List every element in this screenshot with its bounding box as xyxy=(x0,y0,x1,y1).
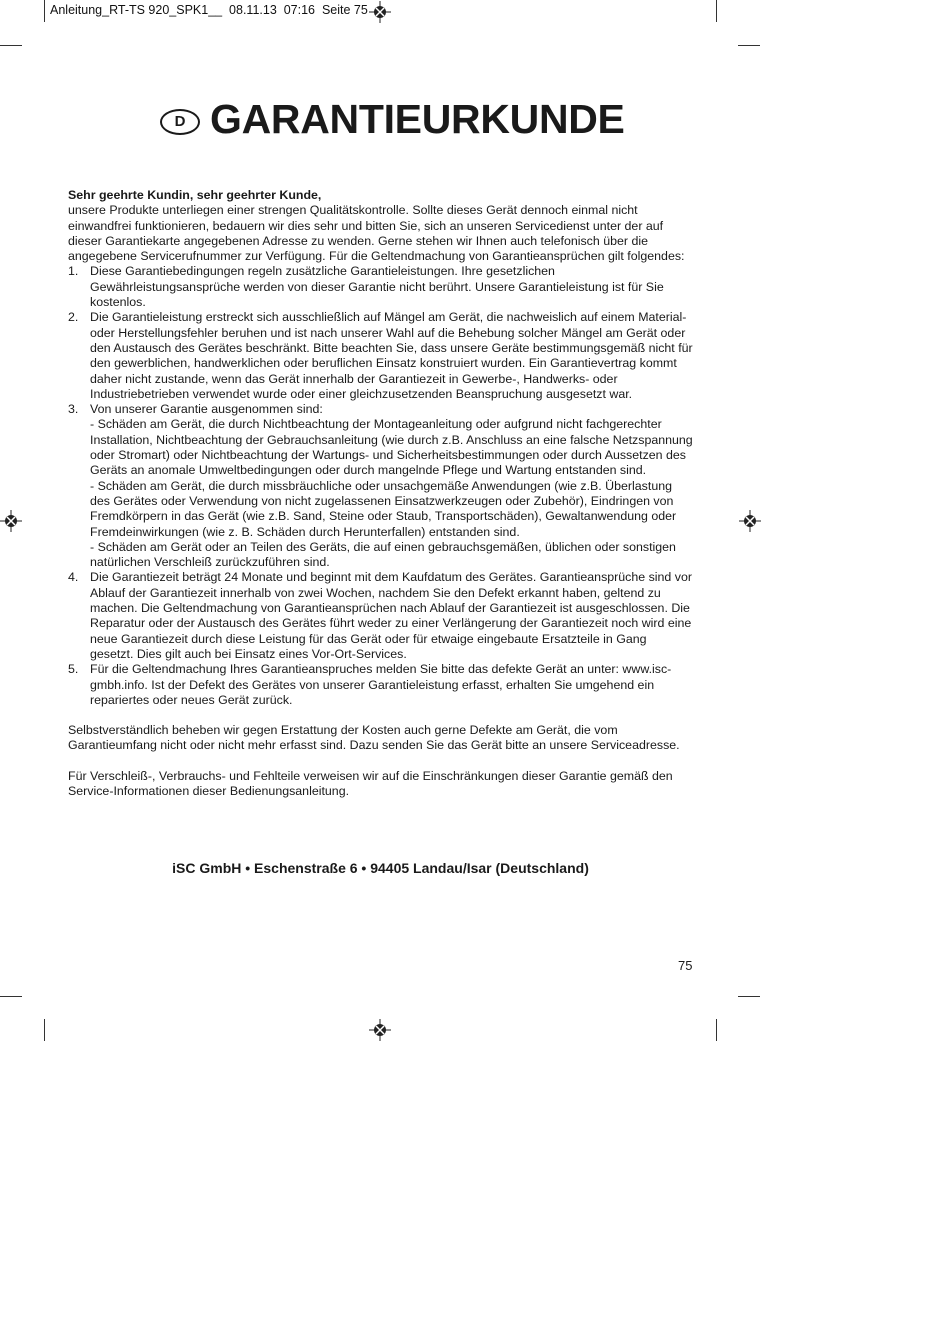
crop-mark xyxy=(716,0,717,22)
list-item-number: 5. xyxy=(68,662,79,677)
page-title: GARANTIEURKUNDE xyxy=(210,96,625,142)
crop-mark xyxy=(716,1019,717,1041)
list-item xyxy=(68,264,693,310)
list-item-number: 4. xyxy=(68,570,79,585)
exclusion-item: - Schäden am Gerät, die durch missbräuchliche oder unsachgemäße Anwendungen (wie z.B. Überlastung des Gerätes oder Verwendung von nicht zugelassenen Einsatzwerkzeugen oder Zubehör), Eindringen von Fremdkörpern in das Gerät (wie z.B. Sand, Steine oder Staub, Transportschäden), Gewaltanwendung oder Fremdeinwirkungen (wie z. B. Schäden durch Herunterfallen) entstanden sind. xyxy=(90,478,677,539)
wear-parts-paragraph: Für Verschleiß-, Verbrauchs- und Fehlteile verweisen wir auf die Einschränkungen dieser Garantie gemäß den Service-Informationen dieser Bedienungsanleitung. xyxy=(68,768,673,798)
crop-mark xyxy=(738,996,760,997)
exclusion-item: - Schäden am Gerät, die durch Nichtbeachtung der Montageanleitung oder aufgrund nicht fachgerechter Installation, Nichtbeachtung der Gebrauchsanleitung (wie durch z.B. Anschluss an eine falsche Netzspannung oder Stromart) oder Nichtbeachtung der Wartungs- und Sicherheitsbestimmungen oder durch Aussetzen des Geräts an anomale Umweltbedingungen oder durch mangelnde Pflege und Wartung entstanden sind. xyxy=(90,417,693,478)
registration-mark-icon xyxy=(739,510,761,532)
registration-mark-icon xyxy=(0,510,22,532)
intro-paragraph: unsere Produkte unterliegen einer strengen Qualitätskontrolle. Sollte dieses Gerät dennoch einmal nicht einwandfrei funktionieren, bedauern wir dies sehr und bitten Sie, sich an unseren Servicedienst unter der auf dieser Garantiekarte angegebenen Adresse zu wenden. Gerne stehen wir Ihnen auch telefonisch über die angegebene Servicerufnummer zur Verfügung. Für die Geltendmachung von Garantieansprüchen gilt folgendes: xyxy=(68,203,685,264)
list-item xyxy=(68,310,693,402)
registration-mark-icon xyxy=(369,1,391,23)
company-address: iSC GmbH • Eschenstraße 6 • 94405 Landau/Isar (Deutschland) xyxy=(172,860,589,876)
warranty-text xyxy=(68,188,693,799)
list-item-text: Diese Garantiebedingungen regeln zusätzliche Garantieleistungen. Ihre gesetzlichen Gewährleistungsansprüche werden von dieser Garantie nicht berührt. Unsere Garantieleistung ist für Sie kostenlos. xyxy=(90,264,664,310)
crop-mark xyxy=(0,996,22,997)
exclusion-item: - Schäden am Gerät oder an Teilen des Geräts, die auf einen gebrauchsgemäßen, üblichen oder sonstigen natürlichen Verschleiß zurückzuführen sind. xyxy=(90,539,676,570)
list-item-number: 1. xyxy=(68,264,79,279)
country-badge: D xyxy=(160,109,200,135)
list-item-number: 2. xyxy=(68,310,79,325)
list-item-text: Für die Geltendmachung Ihres Garantieanspruches melden Sie bitte das defekte Gerät an unter: www.isc-gmbh.info. Ist der Defekt des Gerätes von unserer Garantieleistung erfasst, erhalten Sie umgehend ein repariertes oder neues Gerät zurück. xyxy=(90,662,672,707)
repair-paragraph: Selbstverständlich beheben wir gegen Erstattung der Kosten auch gerne Defekte am Gerät, die vom Garantieumfang nicht oder nicht mehr erfasst sind. Dazu senden Sie das Gerät bitte an unsere Serviceadresse. xyxy=(68,723,680,753)
print-slug: Anleitung_RT-TS 920_SPK1__ 08.11.13 07:16 Seite 75 xyxy=(50,3,368,17)
list-item xyxy=(68,570,693,662)
registration-mark-icon xyxy=(369,1019,391,1041)
warranty-conditions-list xyxy=(68,264,693,708)
crop-mark xyxy=(44,0,45,22)
greeting: Sehr geehrte Kundin, sehr geehrter Kunde, xyxy=(68,188,322,202)
crop-mark xyxy=(738,45,760,46)
crop-mark xyxy=(0,45,22,46)
list-item-text: Die Garantieleistung erstreckt sich ausschließlich auf Mängel am Gerät, die nachweislich auf einem Material- oder Herstellungsfehler beruhen und ist nach unserer Wahl auf die Behebung solcher Mängel am Gerät oder den Austausch des Gerätes beschränkt. Bitte beachten Sie, dass unsere Geräte bestimmungsgemäß nicht für den gewerblichen, handwerklichen oder beruflichen Einsatz konstruiert wurden. Ein Garantievertrag kommt daher nicht zustande, wenn das Gerät innerhalb der Garantiezeit in Gewerbe-, Handwerks- oder Industriebetrieben verwendet wurde oder einer gleichzusetzenden Beanspruchung ausgesetzt war. xyxy=(90,310,693,401)
list-item-text: Die Garantiezeit beträgt 24 Monate und beginnt mit dem Kaufdatum des Gerätes. Garantieansprüche sind vor Ablauf der Garantiezeit innerhalb von zwei Wochen, nachdem Sie den Defekt erkannt haben, geltend zu machen. Die Geltendmachung von Garantieansprüchen nach Ablauf der Garantiezeit ist ausgeschlossen. Die Reparatur oder der Austausch des Gerätes führt weder zu einer Verlängerung der Garantiezeit noch wird eine neue Garantiezeit durch diese Leistung für das Gerät oder für etwaige eingebaute Ersatzteile in Gang gesetzt. Dies gilt auch bei Einsatz eines Vor-Ort-Services. xyxy=(90,570,692,661)
list-item xyxy=(68,402,693,570)
list-item-text: Von unserer Garantie ausgenommen sind: xyxy=(90,402,323,417)
list-item xyxy=(68,662,693,708)
page-number: 75 xyxy=(678,958,693,973)
crop-mark xyxy=(44,1019,45,1041)
list-item-number: 3. xyxy=(68,402,79,417)
